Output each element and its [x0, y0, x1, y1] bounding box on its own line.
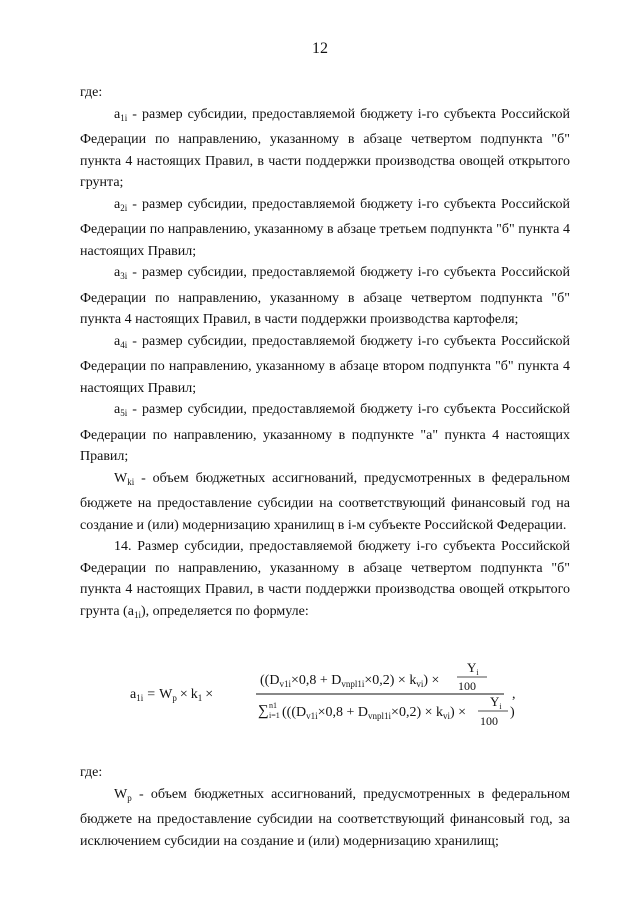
definition-dash: -: [127, 265, 142, 280]
formula-den-d1-sub: v1i: [306, 711, 318, 721]
formula-num-hundred: 100: [458, 679, 476, 693]
formula-den-close: ) ×: [450, 705, 467, 720]
paragraph-14-text: 14. Размер субсидии, предоставляемой бюджету i-го субъекта Российской Федерации по направлению, указанному в абзаце четвертом подпункта "б" пункта 4 настоящих Правил, в части поддержки производства овощей открытого грунта (: [80, 539, 570, 619]
definitions-list-2: [80, 784, 570, 853]
definition-symbol-letter: a: [114, 196, 121, 212]
formula-den-y-sub: i: [499, 702, 502, 711]
formula-w-sub: p: [172, 693, 177, 703]
definition-symbol-letter: W: [114, 470, 128, 486]
definition-item: [80, 194, 570, 263]
formula-lhs-sub: 1i: [136, 693, 144, 703]
formula-num-coef1: ×0,8 + D: [290, 673, 342, 688]
formula-den-kv-sub: vi: [443, 711, 451, 721]
formula: [80, 650, 570, 736]
definition-symbol: [114, 471, 134, 486]
formula-den-hundred: 100: [480, 714, 498, 728]
paragraph-14: [80, 536, 570, 626]
formula-times-1: ×: [179, 687, 188, 702]
definition-item: [80, 399, 570, 468]
definitions-list-1: [80, 104, 570, 537]
formula-num-y-sub: i: [476, 668, 479, 677]
definition-item: [80, 262, 570, 331]
definition-text: объем бюджетных ассигнований, предусмотренных в федеральном бюджете на предоставление субсидии на соответствующий финансовый год на создание и (или) модернизацию хранилищ в i-м субъекте Российской Федерации.: [80, 470, 570, 533]
definition-symbol-subscript: ki: [127, 476, 135, 487]
formula-den-open: (((D: [282, 705, 307, 720]
definition-symbol: [114, 197, 127, 212]
formula-num-close: ) ×: [423, 673, 440, 688]
definition-symbol-subscript: 3i: [120, 271, 128, 281]
where-label-1: где:: [80, 85, 103, 100]
svg-text:Yi: [467, 660, 479, 677]
definition-symbol-letter: a: [114, 265, 121, 280]
formula-den-tail: ): [510, 705, 515, 720]
definition-dash: -: [127, 196, 142, 212]
definition-dash: -: [134, 470, 153, 486]
formula-sum-bottom: i=1: [269, 711, 280, 720]
definition-symbol: [114, 402, 127, 417]
formula-lhs: a: [130, 687, 137, 702]
formula-k: k: [190, 687, 198, 702]
definition-text: размер субсидии, предоставляемой бюджету i-го субъекта Российской Федерации по направлению, указанному в абзаце четвертом подпункта "б" пункта 4 настоящих Правил, в части поддержки производства картофеля;: [80, 265, 570, 327]
definition-item: [80, 468, 570, 537]
definition-symbol: [114, 787, 132, 802]
formula-num-d1-sub: v1i: [279, 679, 291, 689]
definition-text: объем бюджетных ассигнований, предусмотренных в федеральном бюджете на предоставление субсидии на соответствующий финансовый год, за исключением субсидии на создание и (или) модернизацию хранилищ;: [80, 786, 570, 849]
definition-symbol: [114, 265, 127, 280]
definition-symbol-subscript: p: [127, 792, 132, 803]
svg-text:a1i=Wp×k1×: [130, 687, 213, 703]
paragraph-14-symbol: a: [127, 603, 134, 619]
definition-symbol-letter: a: [114, 106, 121, 122]
definition-dash: -: [131, 786, 151, 802]
formula-num-y: Y: [467, 660, 477, 675]
definition-item: [80, 331, 570, 400]
paragraph-14-text-end: ), определяется по формуле:: [140, 603, 309, 619]
svg-text:(((Dv1i×0,8 + Dvnpl1i×0,2) × k: [282, 705, 466, 721]
definition-dash: -: [127, 333, 142, 349]
formula-comma: ,: [512, 687, 516, 702]
formula-num-kv-sub: vi: [416, 679, 424, 689]
svg-text:((Dv1i×0,8 + Dvnpl1i×0,2) × kv: [260, 673, 439, 689]
definition-text: размер субсидии, предоставляемой бюджету i-го субъекта Российской Федерации по направлению, указанному в подпункте "а" пункта 4 настоящих Правил;: [80, 402, 570, 464]
definition-text: размер субсидии, предоставляемой бюджету i-го субъекта Российской Федерации по направлению, указанному в абзаце четвертом подпункта "б" пункта 4 настоящих Правил, в части поддержки производства овощей открытого грунта;: [80, 106, 570, 190]
where-label-2: где:: [80, 765, 103, 780]
definition-dash: -: [127, 106, 142, 122]
document-body: [80, 82, 570, 852]
definition-symbol-subscript: 5i: [120, 408, 128, 418]
definition-symbol-subscript: 1i: [120, 112, 128, 123]
definition-item: [80, 784, 570, 853]
definition-text: размер субсидии, предоставляемой бюджету i-го субъекта Российской Федерации по направлению, указанному в абзаце третьем подпункта "б" пункта 4 настоящих Правил;: [80, 196, 570, 259]
paragraph-14-symbol-sub: 1i: [133, 609, 141, 620]
formula-sum-sign: ∑: [258, 703, 269, 719]
formula-times-2: ×: [205, 687, 214, 702]
definition-symbol-letter: W: [114, 786, 128, 802]
formula-den-coef2: ×0,2) × k: [391, 705, 443, 720]
definition-symbol: [114, 334, 127, 349]
definition-symbol-letter: a: [114, 402, 121, 417]
definition-symbol-subscript: 2i: [120, 202, 128, 213]
formula-sum-top: n1: [269, 701, 277, 710]
formula-k-sub: 1: [197, 693, 203, 703]
definition-symbol: [114, 107, 127, 122]
definition-symbol-letter: a: [114, 333, 121, 349]
formula-den-d2-sub: vnpl1i: [368, 711, 392, 721]
page-number: 12: [312, 40, 328, 57]
definition-symbol-subscript: 4i: [120, 339, 128, 350]
definition-item: [80, 104, 570, 194]
svg-text:Yi: [490, 694, 502, 711]
definition-dash: -: [127, 402, 142, 417]
definition-text: размер субсидии, предоставляемой бюджету i-го субъекта Российской Федерации по направлению, указанному в абзаце втором подпункта "б" пункта 4 настоящих Правил;: [80, 333, 570, 396]
formula-w: W: [159, 687, 173, 702]
formula-num-open: ((D: [260, 673, 280, 688]
formula-num-d2-sub: vnpl1i: [341, 679, 365, 689]
formula-num-coef2: ×0,2) × k: [364, 673, 417, 688]
formula-den-y: Y: [490, 694, 500, 709]
formula-den-coef1: ×0,8 + D: [317, 705, 369, 720]
formula-eq: =: [147, 687, 156, 702]
